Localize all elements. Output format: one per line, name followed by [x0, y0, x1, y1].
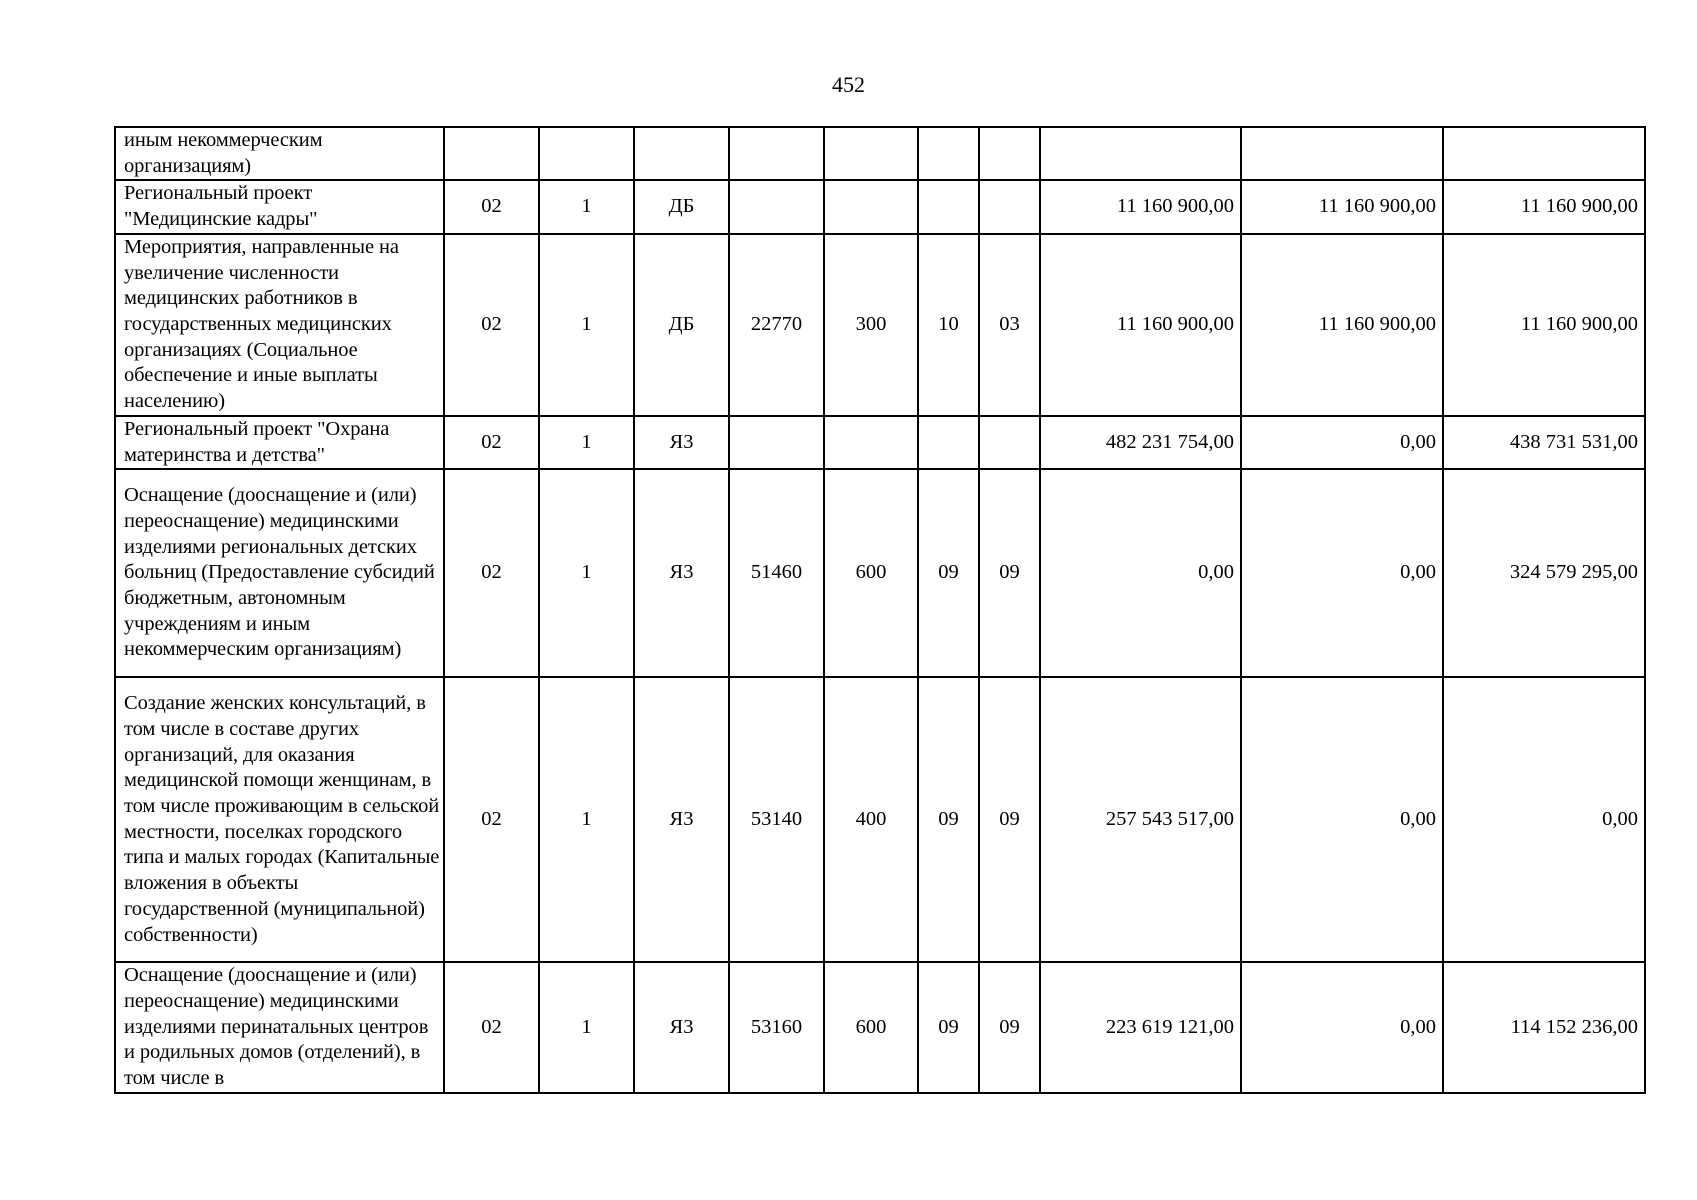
table-row — [115, 180, 1645, 233]
subsection-code: 09 — [979, 962, 1040, 1093]
program-code: 02 — [444, 234, 539, 416]
direction-code — [729, 416, 824, 469]
row-name: иным некоммерческим организациям) — [115, 127, 444, 180]
amount-3: 114 152 236,00 — [1443, 962, 1645, 1093]
project-code: Я3 — [634, 962, 729, 1093]
direction-code: 22770 — [729, 234, 824, 416]
subprogram-code: 1 — [539, 416, 634, 469]
amount-3: 0,00 — [1443, 677, 1645, 962]
section-code — [918, 180, 979, 233]
project-code: Я3 — [634, 469, 729, 677]
amount-2 — [1241, 127, 1443, 180]
amount-1: 11 160 900,00 — [1040, 234, 1241, 416]
program-code: 02 — [444, 416, 539, 469]
expense-type-code: 600 — [824, 469, 918, 677]
project-code: Я3 — [634, 416, 729, 469]
expense-type-code — [824, 127, 918, 180]
direction-code: 53160 — [729, 962, 824, 1093]
project-code — [634, 127, 729, 180]
subsection-code — [979, 127, 1040, 180]
subprogram-code: 1 — [539, 677, 634, 962]
section-code: 09 — [918, 677, 979, 962]
project-code: Я3 — [634, 677, 729, 962]
row-name: Региональный проект "Медицинские кадры" — [115, 180, 444, 233]
expense-type-code — [824, 180, 918, 233]
section-code: 09 — [918, 469, 979, 677]
program-code: 02 — [444, 677, 539, 962]
amount-2: 0,00 — [1241, 962, 1443, 1093]
row-name: Мероприятия, направленные на увеличение численности медицинских работников в государственных медицинских организациях (Социальное обеспечение и иные выплаты населению) — [115, 234, 444, 416]
subprogram-code: 1 — [539, 469, 634, 677]
amount-1: 11 160 900,00 — [1040, 180, 1241, 233]
program-code: 02 — [444, 180, 539, 233]
direction-code: 51460 — [729, 469, 824, 677]
amount-3: 438 731 531,00 — [1443, 416, 1645, 469]
section-code — [918, 127, 979, 180]
subprogram-code: 1 — [539, 180, 634, 233]
direction-code — [729, 180, 824, 233]
subsection-code — [979, 416, 1040, 469]
amount-2: 11 160 900,00 — [1241, 234, 1443, 416]
budget-table — [114, 126, 1646, 1094]
amount-2: 11 160 900,00 — [1241, 180, 1443, 233]
subsection-code — [979, 180, 1040, 233]
amount-1: 257 543 517,00 — [1040, 677, 1241, 962]
expense-type-code: 300 — [824, 234, 918, 416]
program-code — [444, 127, 539, 180]
amount-1: 482 231 754,00 — [1040, 416, 1241, 469]
table-row — [115, 416, 1645, 469]
section-code — [918, 416, 979, 469]
subprogram-code: 1 — [539, 234, 634, 416]
row-name: Оснащение (дооснащение и (или) переоснащение) медицинскими изделиями региональных детских больниц (Предоставление субсидий бюджетным, автономным учреждениям и иным некоммерческим организациям) — [115, 469, 444, 677]
table-row — [115, 677, 1645, 962]
amount-1: 0,00 — [1040, 469, 1241, 677]
program-code: 02 — [444, 469, 539, 677]
subprogram-code — [539, 127, 634, 180]
amount-1 — [1040, 127, 1241, 180]
expense-type-code: 400 — [824, 677, 918, 962]
amount-3 — [1443, 127, 1645, 180]
row-name: Оснащение (дооснащение и (или) переоснащение) медицинскими изделиями перинатальных центров и родильных домов (отделений), в том числе в — [115, 962, 444, 1093]
direction-code — [729, 127, 824, 180]
expense-type-code — [824, 416, 918, 469]
subsection-code: 09 — [979, 469, 1040, 677]
table-row — [115, 962, 1645, 1093]
project-code: ДБ — [634, 180, 729, 233]
section-code: 10 — [918, 234, 979, 416]
table-row — [115, 127, 1645, 180]
amount-3: 324 579 295,00 — [1443, 469, 1645, 677]
amount-2: 0,00 — [1241, 416, 1443, 469]
project-code: ДБ — [634, 234, 729, 416]
table-row — [115, 469, 1645, 677]
expense-type-code: 600 — [824, 962, 918, 1093]
direction-code: 53140 — [729, 677, 824, 962]
amount-3: 11 160 900,00 — [1443, 234, 1645, 416]
table-row — [115, 234, 1645, 416]
amount-3: 11 160 900,00 — [1443, 180, 1645, 233]
row-name: Создание женских консультаций, в том числе в составе других организаций, для оказания медицинской помощи женщинам, в том числе проживающим в сельской местности, поселках городского типа и малых городах (Капитальные вложения в объекты государственной (муниципальной) собственности) — [115, 677, 444, 962]
subsection-code: 03 — [979, 234, 1040, 416]
section-code: 09 — [918, 962, 979, 1093]
subprogram-code: 1 — [539, 962, 634, 1093]
subsection-code: 09 — [979, 677, 1040, 962]
program-code: 02 — [444, 962, 539, 1093]
amount-1: 223 619 121,00 — [1040, 962, 1241, 1093]
page-number: 452 — [832, 72, 865, 97]
amount-2: 0,00 — [1241, 469, 1443, 677]
row-name: Региональный проект "Охрана материнства и детства" — [115, 416, 444, 469]
amount-2: 0,00 — [1241, 677, 1443, 962]
